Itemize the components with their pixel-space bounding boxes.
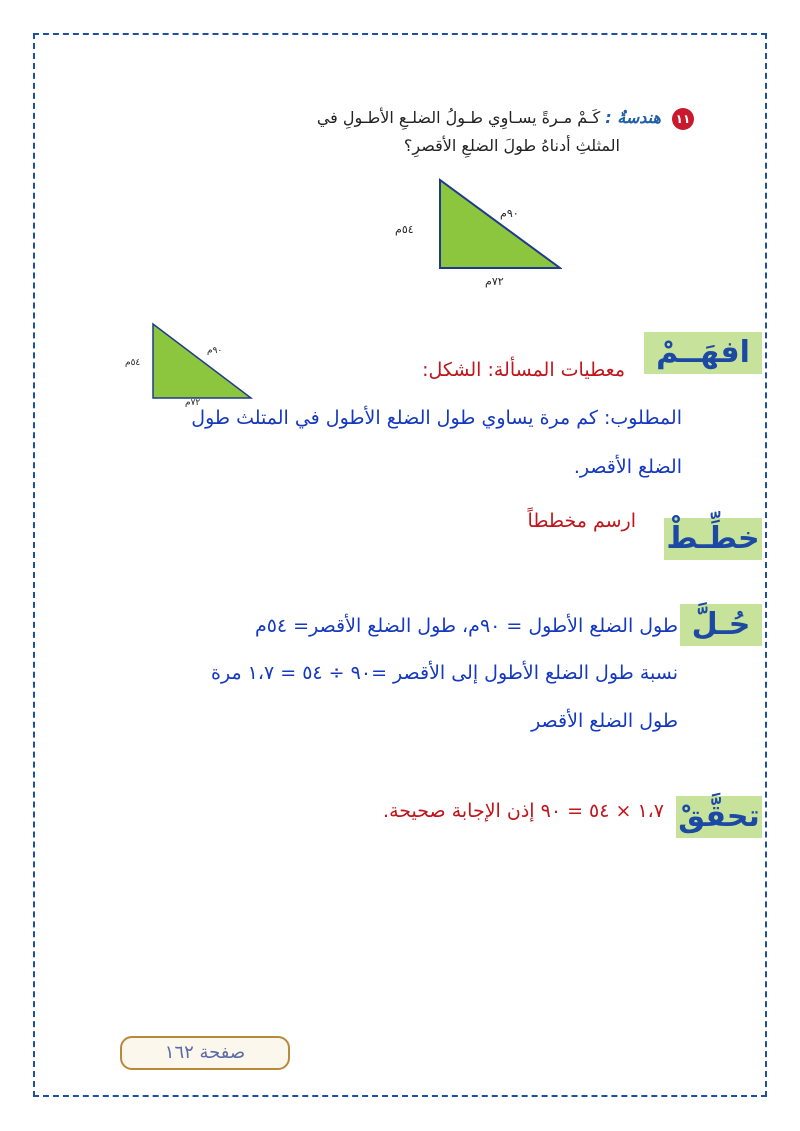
- question-text-line-1: كَـمْ مـرةً يسـاوِي طـولُ الضلـعِ الأطـولِ في: [316, 108, 601, 127]
- understand-given-text: معطيات المسألة: الشكل:: [422, 359, 625, 381]
- understand-base-label: ٧٢م: [185, 398, 201, 408]
- check-text: ١،٧ × ٥٤ = ٩٠ إذن الإجابة صحيحة.: [383, 800, 664, 822]
- understand-required-line-2: الضلع الأقصر.: [573, 456, 682, 478]
- question-base-label: ٧٢م: [485, 275, 504, 288]
- understand-required-line-1: المطلوب: كم مرة يساوي طول الضلع الأطول في المتلث طول: [191, 407, 682, 429]
- understand-vertical-label: ٥٤م: [125, 358, 141, 368]
- understand-badge: افهَــمْ: [644, 332, 762, 374]
- understand-hypotenuse-label: ٩٠م: [207, 346, 223, 356]
- understand-triangle: [153, 324, 251, 398]
- question-triangle: [440, 180, 560, 268]
- page-number-label: صفحة ١٦٢: [120, 1036, 290, 1070]
- question-topic: هندسةٌ :: [605, 108, 661, 127]
- plan-text: ارسم مخططاً: [527, 510, 636, 532]
- question-line-1: [300, 103, 694, 133]
- solve-line-1: طول الضلع الأطول = ٩٠م، طول الضلع الأقصر= ٥٤م: [254, 615, 678, 637]
- solve-line-2: نسبة طول الضلع الأطول إلى الأقصر =٩٠ ÷ ٥٤ = ١،٧ مرة: [211, 662, 678, 684]
- question-block: [300, 103, 694, 159]
- question-hypotenuse-label: ٩٠م: [500, 207, 519, 220]
- question-number-badge: ١١: [672, 108, 694, 130]
- solve-badge: حُـلَّ: [680, 604, 762, 646]
- question-text-line-2: المثلثِ أدناهُ طولَ الضلعِ الأقصرِ؟: [403, 136, 620, 155]
- page-border: [33, 33, 767, 1097]
- understand-triangle-figure: [151, 322, 253, 400]
- question-triangle-figure: [438, 178, 562, 270]
- check-badge: تحقَّقْ: [676, 796, 762, 838]
- solve-line-3: طول الضلع الأقصر: [531, 710, 678, 732]
- question-vertical-label: ٥٤م: [395, 223, 414, 236]
- plan-badge: خطِّـطْ: [664, 518, 762, 560]
